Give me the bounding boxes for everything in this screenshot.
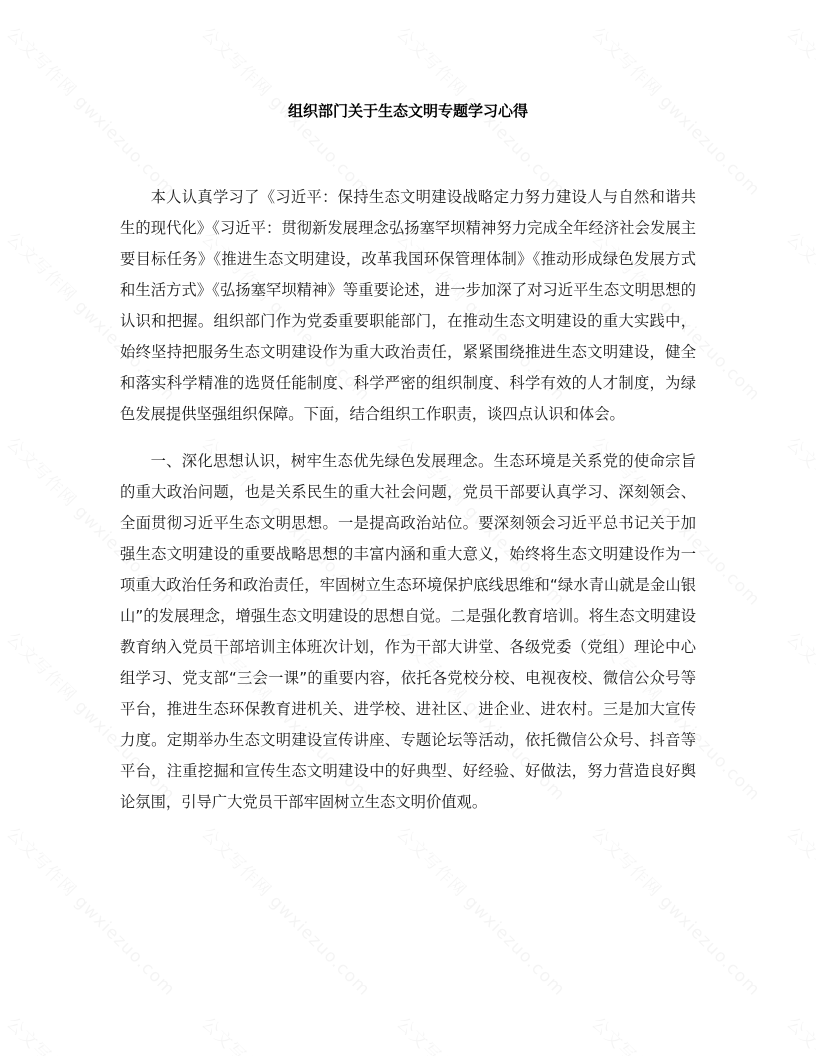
body-paragraph: 本人认真学习了《习近平：保持生态文明建设战略定力努力建设人与自然和谐共生的现代化》《习近平：贯彻新发展理念弘扬塞罕坝精神努力完成全年经济社会发展主要目标任务》《推进生态文明建设，改革我国环保管理体制》《推动形成绿色发展方式和生活方式》《弘扬塞罕坝精神》等重要论述，进一步加深了对习近平生态文明思想的认识和把握。组织部门作为党委重要职能部门，在推动生态文明建设的重大实践中，始终坚持把服务生态文明建设作为重大政治责任，紧紧围绕推进生态文明建设，健全和落实科学精准的选贤任能制度、科学严密的组织制度、科学有效的人才制度，为绿色发展提供坚强组织保障。下面，结合组织工作职责，谈四点认识和体会。 — [120, 188, 696, 423]
watermark-text — [587, 1010, 767, 1056]
watermark-text — [392, 1010, 572, 1056]
body-paragraph: 一、深化思想认识，树牢生态优先绿色发展理念。生态环境是关系党的使命宗旨的重大政治问题，也是关系民生的重大社会问题，党员干部要认真学习、深刻领会、全面贯彻习近平生态文明思想。一是提高政治站位。要深刻领会习近平总书记关于加强生态文明建设的重要战略思想的丰富内涵和重大意义，始终将生态文明建设作为一项重大政治任务和政治责任，牢固树立生态环境保护底线思维和“绿水青山就是金山银山”的发展理念，增强生态文明建设的思想自觉。二是强化教育培训。将生态文明建设教育纳入党员干部培训主体班次计划，作为干部大讲堂、各级党委（党组）理论中心组学习、党支部“三会一课”的重要内容，依托各党校分校、电视夜校、微信公众号等平台，推进生态环保教育进机关、进学校、进社区、进企业、进农村。三是加大宣传力度。定期举办生态文明建设宣传讲座、专题论坛等活动，依托微信公众号、抖音等平台，注重挖掘和宣传生态文明建设中的好典型、好经验、好做法，努力营造良好舆论氛围，引导广大党员干部牢固树立生态文明价值观。 — [120, 452, 696, 811]
watermark-text — [2, 820, 182, 1000]
document-page — [120, 96, 696, 818]
watermark-text — [197, 820, 377, 1000]
watermark-text — [782, 225, 816, 405]
watermark-text — [197, 1010, 377, 1056]
document-title: 组织部门关于生态文明专题学习心得 — [287, 102, 528, 120]
watermark-text — [782, 820, 816, 1000]
watermark-text — [782, 1010, 816, 1056]
watermark-text — [392, 820, 572, 1000]
watermark-text — [2, 1010, 182, 1056]
watermark-text — [782, 430, 816, 610]
watermark-text — [782, 625, 816, 805]
watermark-text — [782, 20, 816, 200]
watermark-text — [587, 820, 767, 1000]
